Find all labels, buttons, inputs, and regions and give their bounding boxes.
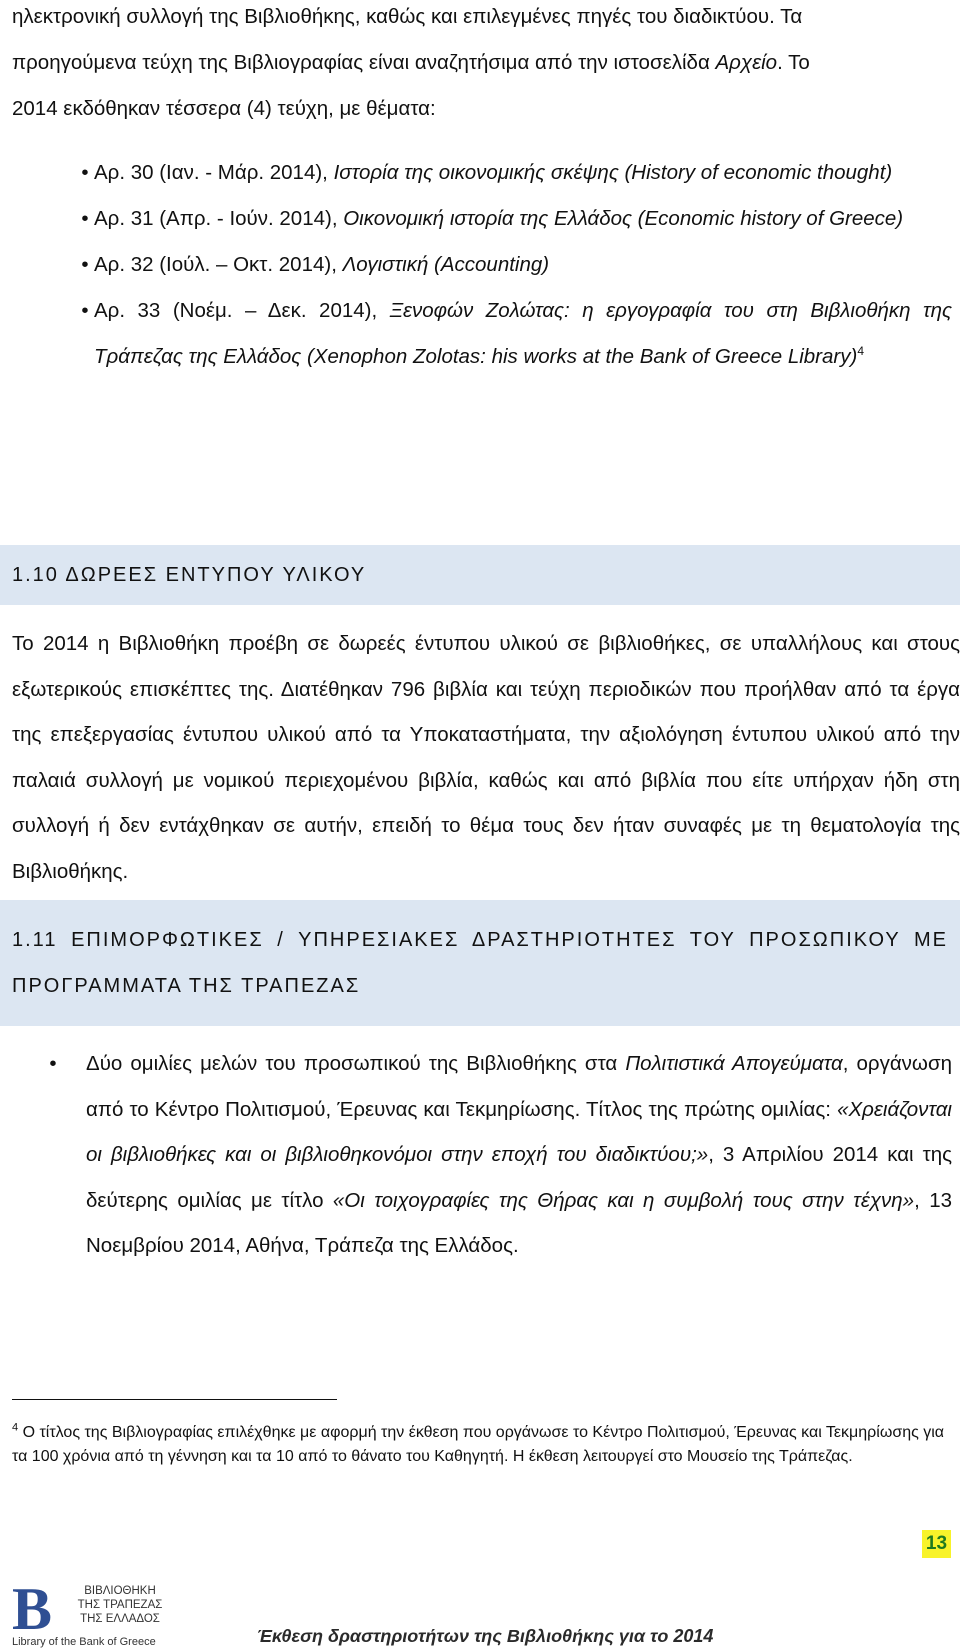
library-logo bbox=[12, 1576, 172, 1649]
bullet-icon: • bbox=[81, 161, 89, 184]
list-item bbox=[12, 288, 952, 380]
footnote bbox=[12, 1421, 952, 1469]
intro-line-2 bbox=[12, 40, 952, 86]
bullet-icon: • bbox=[81, 253, 89, 276]
talk-text: Δύο ομιλίες μελών του προσωπικού της Βιβλιοθήκης στα bbox=[86, 1052, 626, 1075]
logo-subtitle: Library of the Bank of Greece bbox=[12, 1636, 156, 1648]
bullet-icon: • bbox=[81, 207, 89, 230]
talk-italic: Πολιτιστικά Απογεύματα bbox=[625, 1052, 843, 1075]
archive-link[interactable]: Αρχείο bbox=[715, 51, 778, 74]
issue-number: Αρ. 32 (Ιούλ. – Οκτ. 2014), bbox=[94, 253, 343, 276]
talk-text: , οργάνωση από το Κέντρο Πολιτισμού, Έρευνας και Τεκμηρίωσης. Τίτλος της πρώτης ομιλίας: bbox=[86, 1052, 952, 1121]
logo-text bbox=[68, 1584, 172, 1626]
issue-title: Λογιστική (Accounting) bbox=[342, 253, 550, 276]
intro-text bbox=[12, 0, 952, 132]
section-heading-donations: 1.10 ΔΩΡΕΕΣ ΕΝΤΥΠΟΥ ΥΛΙΚΟΥ bbox=[0, 545, 960, 605]
intro-line-1: ηλεκτρονική συλλογή της Βιβλιοθήκης, καθώς και επιλεγμένες πηγές του διαδικτύου. Τα bbox=[12, 5, 803, 28]
logo-mark: B bbox=[12, 1576, 53, 1642]
issue-number: Αρ. 33 (Νοέμ. – Δεκ. 2014), bbox=[94, 299, 390, 322]
section-heading-training bbox=[0, 900, 960, 1026]
issue-number: Αρ. 30 (Ιαν. - Μάρ. 2014), bbox=[94, 161, 334, 184]
footer-title: Έκθεση δραστηριοτήτων της Βιβλιοθήκης για το 2014 bbox=[256, 1626, 714, 1646]
intro-line-2-end: . Το bbox=[777, 51, 810, 74]
bullet-icon: • bbox=[49, 1052, 57, 1075]
logo-line-1: ΒΙΒΛΙΟΘΗΚΗ bbox=[84, 1585, 156, 1597]
logo-line-3: ΤΗΣ ΕΛΛΑΔΟΣ bbox=[80, 1613, 160, 1625]
talk-title-2: «Οι τοιχογραφίες της Θήρας και η συμβολή τους στην τέχνη» bbox=[332, 1188, 915, 1212]
talk-text: , 13 Νοεμβρίου 2014, Αθήνα, Τράπεζα της Ελλάδος. bbox=[86, 1188, 952, 1257]
heading-line-1: 1.11 ΕΠΙΜΟΡΦΩΤΙΚΕΣ / ΥΠΗΡΕΣΙΑΚΕΣ ΔΡΑΣΤΗΡΙΟΤΗΤΕΣ ΤΟΥ ΠΡΟΣΩΠΙΚΟΥ ΜΕ bbox=[12, 929, 948, 951]
page-number: 13 bbox=[922, 1530, 951, 1558]
footnote-text: Ο τίτλος της Βιβλιογραφίας επιλέχθηκε με αφορμή την έκθεση που οργάνωσε το Κέντρο Πολιτισμού, Έρευνας και Τεκμηρίωσης για τα 100 χρόνια από τη γέννηση και τα 10 από το θάνατο του Καθηγητή. Η έκθεση λειτουργεί στο Μουσείο της Τράπεζας. bbox=[12, 1424, 945, 1465]
footnote-ref[interactable]: 4 bbox=[857, 344, 865, 359]
footnote-divider bbox=[12, 1399, 337, 1400]
list-item bbox=[12, 1041, 952, 1269]
list-item bbox=[12, 242, 952, 288]
intro-line-2-text: προηγούμενα τεύχη της Βιβλιογραφίας είναι αναζητήσιμα από την ιστοσελίδα bbox=[12, 51, 716, 74]
list-item bbox=[12, 150, 952, 196]
list-item bbox=[12, 196, 952, 242]
talks-list bbox=[12, 1041, 952, 1269]
issue-number: Αρ. 31 (Απρ. - Ιούν. 2014), bbox=[94, 207, 344, 230]
heading-line-2: ΠΡΟΓΡΑΜΜΑΤΑ ΤΗΣ ΤΡΑΠΕΖΑΣ bbox=[12, 975, 361, 997]
logo-line-2: ΤΗΣ ΤΡΑΠΕΖΑΣ bbox=[77, 1599, 163, 1611]
bullet-icon: • bbox=[81, 299, 89, 322]
issue-title: Ιστορία της οικονομικής σκέψης (History of economic thought) bbox=[333, 161, 893, 184]
footnote-number: 4 bbox=[12, 1421, 19, 1434]
issue-title: Οικονομική ιστορία της Ελλάδος (Economic history of Greece) bbox=[343, 207, 904, 230]
intro-line-3: 2014 εκδόθηκαν τέσσερα (4) τεύχη, με θέματα: bbox=[12, 97, 436, 120]
issue-title: Ξενοφών Ζολώτας: η εργογραφία του στη Βιβλιοθήκη της Τράπεζας της Ελλάδος (Xenophon Zolotas: his works at the Bank of Greece Library) bbox=[94, 299, 952, 368]
talk-text: , 3 Απριλίου 2014 και της δεύτερης ομιλίας με τίτλο bbox=[86, 1143, 952, 1212]
issues-list bbox=[12, 150, 952, 380]
talk-title-1: «Χρειάζονται οι βιβλιοθήκες και οι βιβλιοθηκονόμοι στην εποχή του διαδικτύου;» bbox=[86, 1097, 952, 1166]
donations-paragraph: Το 2014 η Βιβλιοθήκη προέβη σε δωρεές έντυπου υλικού σε βιβλιοθήκες, σε υπαλλήλους και στους εξωτερικούς επισκέπτες της. Διατέθηκαν 796 βιβλία και τεύχη περιοδικών που προήλθαν από τα έργα της επεξεργασίας έντυπου υλικού από τα Υποκαταστήματα, την αξιολόγηση έντυπου υλικού από την παλαιά συλλογή με νομικού περιεχομένου βιβλία, καθώς και από βιβλία που είτε υπήρχαν ήδη στη συλλογή ή δεν εντάχθηκαν σε αυτήν, επειδή το θέμα τους δεν ήταν συναφές με τη θεματολογία της Βιβλιοθήκης. bbox=[12, 632, 960, 883]
